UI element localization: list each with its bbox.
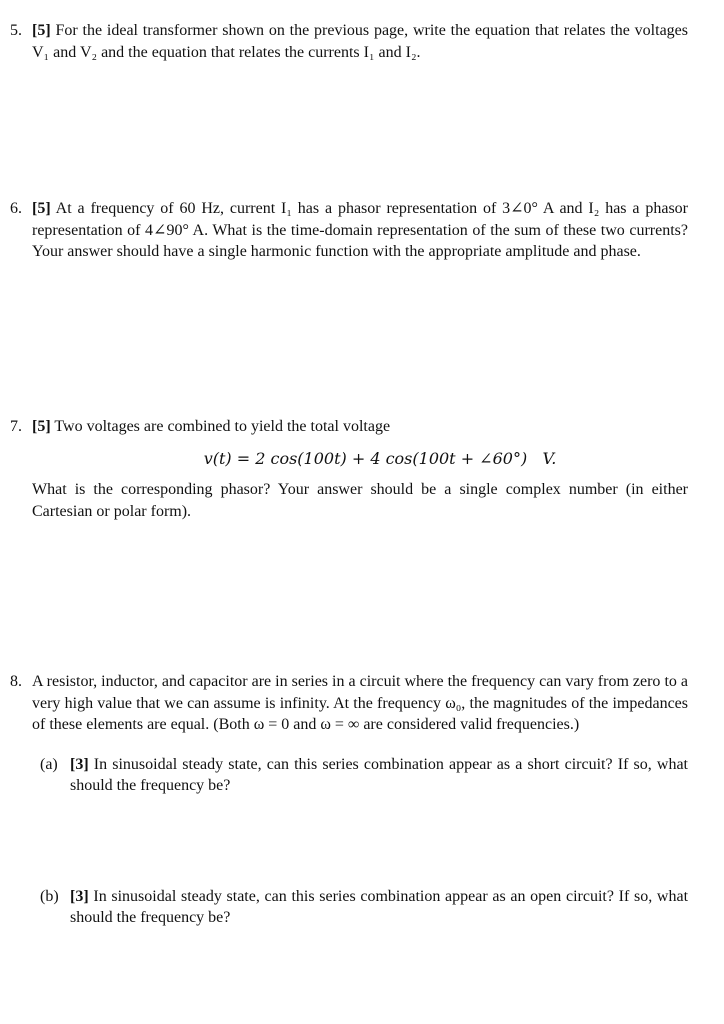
part-text: In sinusoidal steady state, can this series combination appear as an open circuit? If so, what should the frequency be? bbox=[70, 887, 689, 926]
problem-8 bbox=[10, 671, 688, 929]
part-label: (a) bbox=[40, 755, 58, 773]
part-points: [3] bbox=[70, 755, 89, 773]
problem-6 bbox=[10, 198, 688, 263]
problem-number: 6. bbox=[10, 200, 22, 217]
part-label: (b) bbox=[40, 887, 59, 905]
problem-text: A resistor, inductor, and capacitor are in series in a circuit where the frequency can vary from zero to a very high value that we can assume is infinity. At the frequency ω₀, the magnitudes of the impedances of these elements are equal. (Both ω = 0 and ω = ∞ are considered valid frequencies.) bbox=[32, 673, 688, 733]
problem-text: At a frequency of 60 Hz, current I₁ has a phasor representation of 3∠0° A and I₂ has a phasor representation of 4∠90° A. What is the time-domain representation of the sum of these two currents? Your answer should have a single harmonic function with the appropriate amplitude and phase. bbox=[32, 200, 688, 260]
part-points: [3] bbox=[70, 887, 89, 905]
problem-points: [5] bbox=[32, 418, 51, 435]
part-text: In sinusoidal steady state, can this series combination appear as a short circuit? If so, what should the frequency be? bbox=[70, 755, 688, 794]
problem-number: 8. bbox=[10, 673, 22, 690]
problem-8-part-a bbox=[10, 754, 688, 797]
problem-points: [5] bbox=[32, 22, 51, 39]
problem-5 bbox=[10, 20, 688, 63]
problem-8-part-b bbox=[10, 886, 688, 929]
problem-points: [5] bbox=[32, 200, 51, 217]
problem-text: What is the corresponding phasor? Your answer should be a single complex number (in either Cartesian or polar form). bbox=[32, 481, 688, 520]
problem-number: 7. bbox=[10, 418, 22, 435]
problem-number: 5. bbox=[10, 22, 22, 39]
voltage-equation: v(t) = 2 cos(100t) + 4 cos(100t + ∠60°) V. bbox=[203, 448, 557, 468]
problem-text: For the ideal transformer shown on the previous page, write the equation that relates the voltages V₁ and V₂ and the equation that relates the currents I₁ and I₂. bbox=[32, 22, 689, 61]
problem-intro: Two voltages are combined to yield the total voltage bbox=[54, 418, 391, 435]
problem-7 bbox=[10, 416, 688, 522]
